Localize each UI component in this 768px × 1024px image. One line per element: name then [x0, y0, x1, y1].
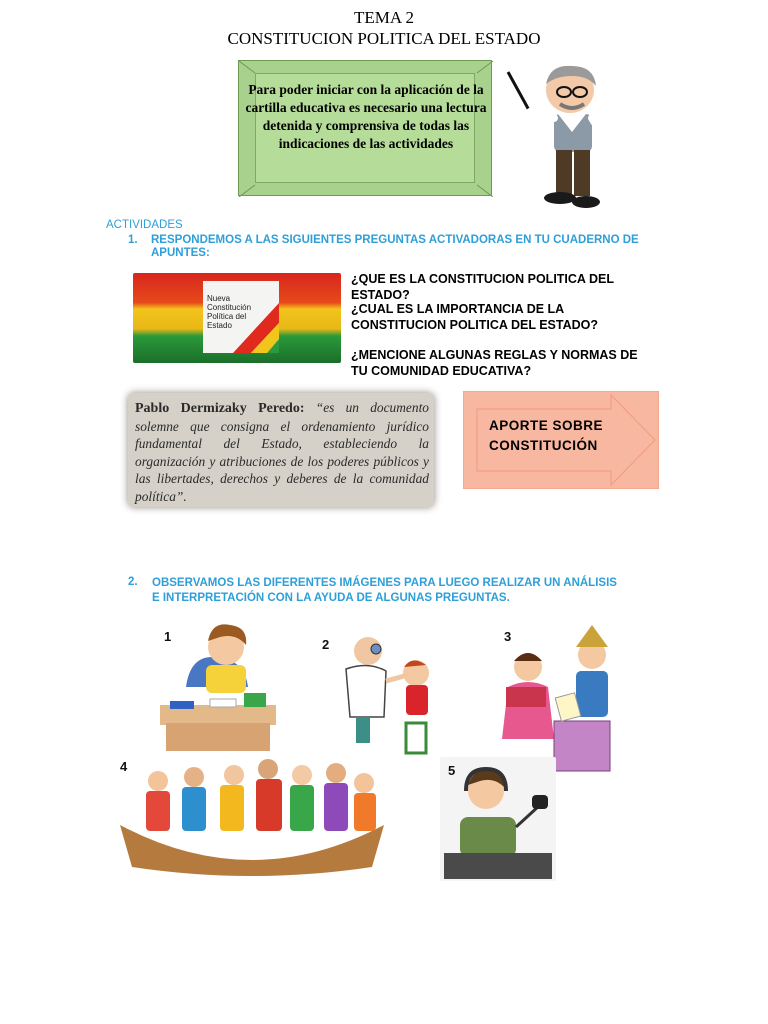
quote-text: [135, 399, 429, 505]
flag-line2: Constitución: [207, 303, 252, 312]
image-1-number: 1: [164, 629, 172, 644]
section1-number: 1.: [128, 234, 138, 246]
question-3: ¿MENCIONE ALGUNAS REGLAS Y NORMAS DE TU COMUNIDAD EDUCATIVA?: [351, 348, 638, 378]
section1-instruction: RESPONDEMOS A LAS SIGUIENTES PREGUNTAS ACTIVADORAS EN TU CUADERNO DE APUNTES:: [151, 234, 639, 259]
arrow-box-line2: CONSTITUCIÓN: [489, 438, 598, 453]
question-1: ¿QUE ES LA CONSTITUCION POLITICA DEL ESTADO?: [351, 272, 614, 302]
intro-box: [238, 60, 492, 196]
arrow-box-line1: APORTE SOBRE: [489, 418, 604, 433]
arrow-box-label: [489, 416, 603, 456]
intro-text: Para poder iniciar con la aplicación de la cartilla educativa es necesario una lectura detenida y comprensiva de todas las indicaciones de las actividades: [245, 82, 487, 151]
tema-label: TEMA 2: [354, 8, 414, 27]
flag-line1: Nueva: [207, 294, 231, 303]
flag-line3: Política del: [207, 312, 247, 321]
image-4-number: 4: [120, 759, 128, 774]
page-title: CONSTITUCION POLITICA DEL ESTADO: [227, 29, 541, 48]
quote-author: Pablo Dermizaky Peredo:: [135, 401, 305, 416]
image-4-diverse-children-boat: [116, 755, 388, 883]
image-5-number: 5: [448, 763, 456, 778]
image-1-child-studying: [156, 617, 280, 753]
image-3-number: 3: [504, 629, 512, 644]
image-2-doctor-visit: [320, 625, 440, 755]
teacher-illustration: [500, 62, 618, 216]
section2-instruction: OBSERVAMOS LAS DIFERENTES IMÁGENES PARA LUEGO REALIZAR UN ANÁLISIS E INTERPRETACIÓN CON LA AYUDA DE ALGUNAS PREGUNTAS.: [152, 577, 617, 604]
constitution-flag-image: [133, 273, 341, 363]
quote-body: “es un documento solemne que consigna el ordenamiento jurídico fundamental del Estado, estableciendo la organización y atribuciones de los poderes públicos y las libertades, derechos y deberes de la comunidad política”.: [135, 400, 429, 504]
image-3-voting: [492, 617, 626, 774]
flag-line4: Estado: [207, 321, 232, 330]
activities-label: ACTIVIDADES: [106, 219, 183, 231]
question-2: ¿CUAL ES LA IMPORTANCIA DE LA CONSTITUCION POLITICA DEL ESTADO?: [351, 302, 598, 332]
quote-box: [128, 393, 434, 507]
section2-number: 2.: [128, 576, 138, 588]
image-5-radio-host: [440, 757, 556, 881]
image-2-number: 2: [322, 637, 330, 652]
